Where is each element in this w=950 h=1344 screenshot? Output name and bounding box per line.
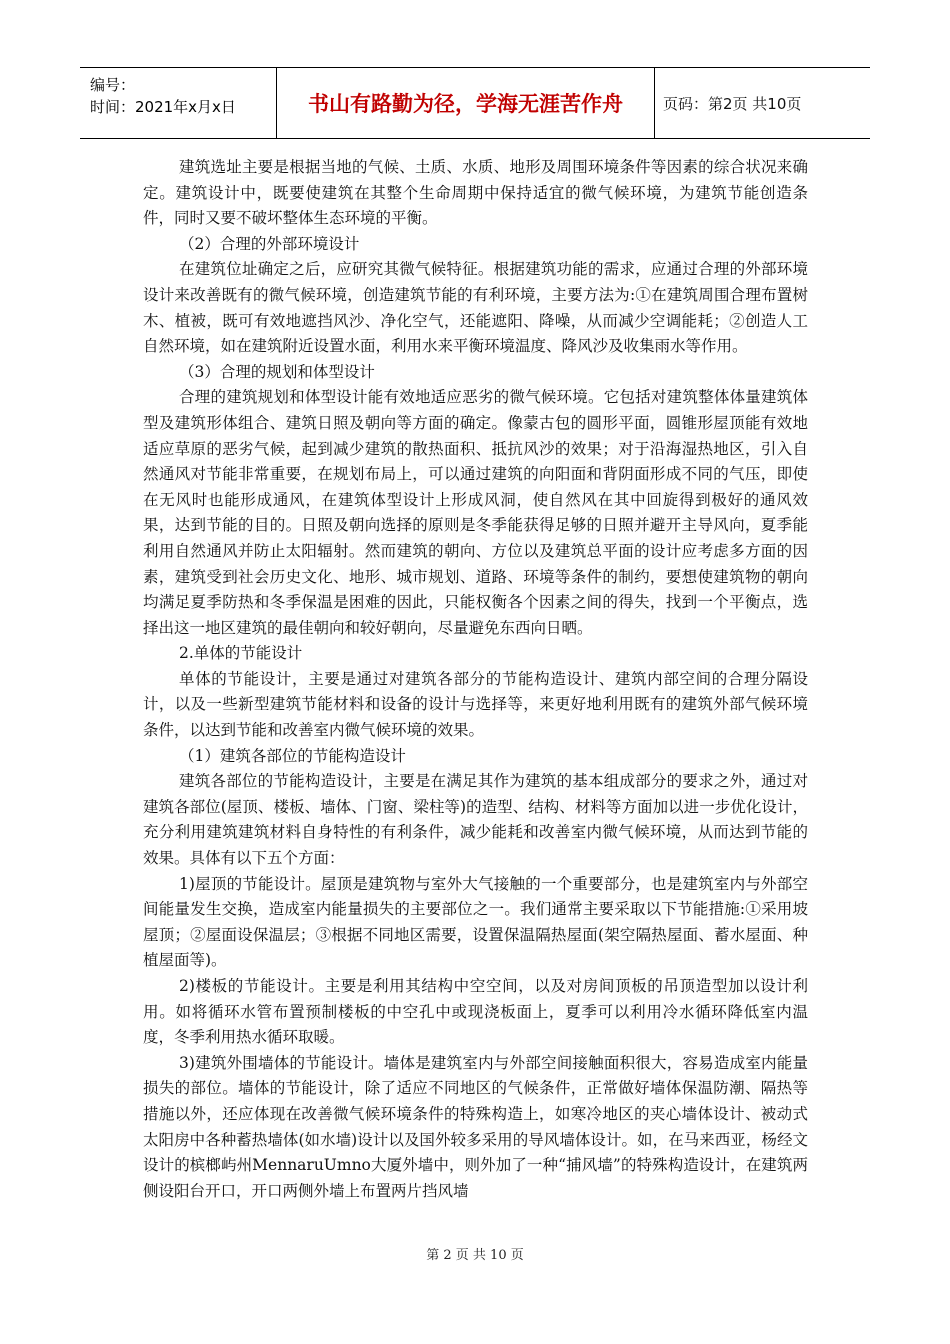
paragraph: 1)屋顶的节能设计。屋顶是建筑物与室外大气接触的一个重要部分，也是建筑室内与外部空间能量发生交换，造成室内能量损失的主要部位之一。我们通常主要采取以下节能措施:①采用坡屋顶；②屋面设保温层；③根据不同地区需要，设置保温隔热屋面(架空隔热屋面、蓄水屋面、种植屋面等)。 <box>143 874 808 970</box>
header-meta <box>80 68 277 138</box>
section-heading: （3）合理的规划和体型设计 <box>179 362 375 381</box>
page-header <box>80 67 870 139</box>
paragraph: 合理的建筑规划和体型设计能有效地适应恶劣的微气候环境。它包括对建筑整体体量建筑体型及建筑形体组合、建筑日照及朝向等方面的确定。像蒙古包的圆形平面，圆锥形屋顶能有效地适应草原的恶劣气候，起到减少建筑的散热面积、抵抗风沙的效果；对于沿海湿热地区，引入自然通风对节能非常重要，在规划布局上，可以通过建筑的向阳面和背阴面形成不同的气压，即使在无风时也能形成通风，在建筑体型设计上形成风洞，使自然风在其中回旋得到极好的通风效 果，达到节能的目的。日照及朝向选择的原则是冬季能获得足够的日照并避开主导风向，夏季能利用自然通风并防止太阳辐射。然而建筑的朝向、方位以及建筑总平面的设计应考虑多方面的因素，建筑受到社会历史文化、地形、城市规划、道路、环境等条件的制约，要想使建筑物的朝向均满足夏季防热和冬季保温是困难的因此，只能权衡各个因素之间的得失，找到一个平衡点，选择出这一地区建筑的最佳朝向和较好朝向，尽量避免东西向日晒。 <box>143 388 808 637</box>
header-page-number: 页码：第2页 共10页 <box>663 94 802 113</box>
date-label: 时间：2021年x月x日 <box>90 98 236 116</box>
header-motto: 书山有路勤为径，学海无涯苦作舟 <box>277 68 655 138</box>
section-heading: 2.单体的节能设计 <box>179 644 303 663</box>
section-heading: （1）建筑各部位的节能构造设计 <box>179 746 406 765</box>
section-heading: （2）合理的外部环境设计 <box>179 234 360 253</box>
serial-label: 编号： <box>90 76 136 94</box>
page-footer: 第 2 页 共 10 页 <box>426 1248 524 1263</box>
paragraph: 2)楼板的节能设计。主要是利用其结构中空空间，以及对房间顶板的吊顶造型加以设计利用。如将循环水管布置预制楼板的中空孔中或现浇板面上，夏季可以利用冷水循环降低室内温度，冬季利用热水循环取暖。 <box>143 977 808 1047</box>
paragraph: 建筑各部位的节能构造设计，主要是在满足其作为建筑的基本组成部分的要求之外，通过对建筑各部位(屋顶、楼板、墙体、门窗、梁柱等)的造型、结构、材料等方面加以进一步优化设计，充分利用建筑建筑材料自身特性的有利条件，减少能耗和改善室内微气候环境，从而达到节能的效果。具体有以下五个方面： <box>143 772 808 868</box>
paragraph: 单体的节能设计，主要是通过对建筑各部分的节能构造设计、建筑内部空间的合理分隔设计，以及一些新型建筑节能材料和设备的设计与选择等，来更好地利用既有的建筑外部气候环境条件，以达到节能和改善室内微气候环境的效果。 <box>143 669 808 740</box>
paragraph: 3)建筑外围墙体的节能设计。墙体是建筑室内与外部空间接触面积很大，容易造成室内能量损失的部位。墙体的节能设计，除了适应不同地区的气候条件，正常做好墙体保温防潮、隔热等措施以外，还应体现在改善微气候环境条件的特殊构造上，如寒冷地区的夹心墙体设计、被动式太阳房中各种蓄热墙体(如水墙)设计以及国外较多采用的导风墙体设计。如，在马来西亚，杨经文设计的槟榔屿州MennaruUmno大厦外墙中，则外加了一种“捕风墙”的特殊构造设计，在建筑两侧设阳台开口，开口两侧外墙上布置两片挡风墙 <box>143 1053 808 1200</box>
document-body <box>143 155 808 1204</box>
paragraph: 在建筑位址确定之后，应研究其微气候特征。根据建筑功能的需求，应通过合理的外部环境设计来改善既有的微气候环境，创造建筑节能的有利环境，主要方法为:①在建筑周围合理布置树木、植被，既可有效地遮挡风沙、净化空气，还能遮阳、降噪，从而减少空调能耗；②创造人工自然环境，如在建筑附近设置水面，利用水来平衡环境温度、降风沙及收集雨水等作用。 <box>143 260 808 356</box>
paragraph: 建筑选址主要是根据当地的气候、土质、水质、地形及周围环境条件等因素的综合状况来确定。建筑设计中，既要使建筑在其整个生命周期中保持适宜的微气候环境，为建筑节能创造条件，同时又要不破坏整体生态环境的平衡。 <box>143 158 808 228</box>
